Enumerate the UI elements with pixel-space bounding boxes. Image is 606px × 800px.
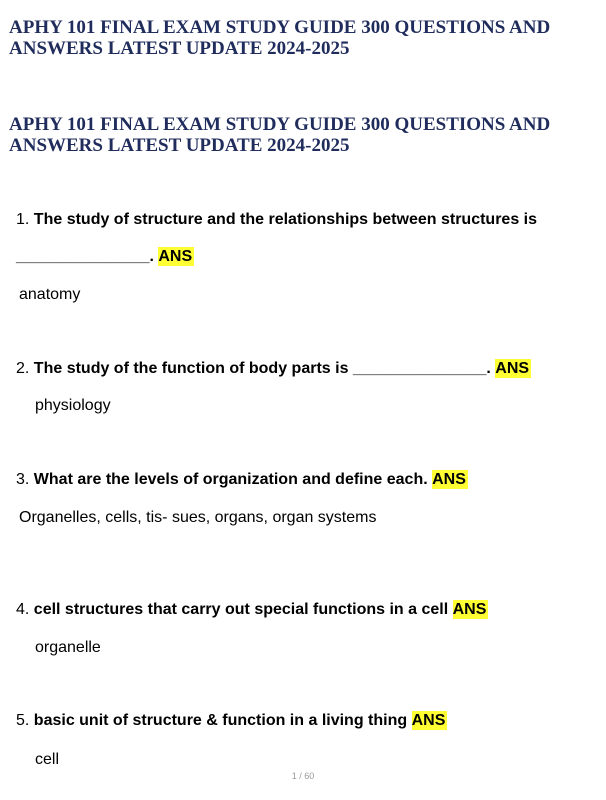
ans-label: ANS — [158, 248, 193, 265]
answer-2: physiology — [35, 397, 111, 414]
ans-label: ANS — [495, 360, 530, 377]
question-2 — [16, 360, 531, 378]
question-number: 5. — [16, 712, 30, 729]
ans-label: ANS — [432, 471, 466, 488]
question-3 — [16, 471, 468, 489]
ans-label: ANS — [411, 712, 446, 729]
question-text: The study of the function of body parts is _______________. — [33, 360, 491, 377]
question-text: The study of structure and the relationships between structures is — [33, 211, 538, 228]
question-text: basic unit of structure & function in a living thing — [33, 712, 408, 729]
question-blank: _______________. — [16, 248, 154, 265]
page-indicator: 1 / 60 — [291, 771, 315, 781]
question-5 — [16, 712, 447, 730]
ans-label: ANS — [452, 601, 487, 618]
answer-4: organelle — [35, 639, 101, 656]
question-text: cell structures that carry out special functions in a cell — [33, 601, 449, 618]
question-1 — [16, 211, 537, 229]
question-number: 2. — [16, 360, 30, 377]
question-4 — [16, 601, 488, 619]
question-number: 3. — [16, 471, 30, 488]
answer-5: cell — [35, 751, 60, 768]
question-text: What are the levels of organization and define each. — [33, 471, 428, 488]
answer-1: anatomy — [19, 286, 81, 303]
answer-3: Organelles, cells, tis- sues, organs, organ systems — [19, 509, 377, 526]
document-title-repeat: APHY 101 FINAL EXAM STUDY GUIDE 300 QUESTIONS AND ANSWERS LATEST UPDATE 2024-2025 — [9, 114, 551, 156]
question-number: 4. — [16, 601, 30, 618]
question-number: 1. — [16, 211, 30, 228]
document-title: APHY 101 FINAL EXAM STUDY GUIDE 300 QUESTIONS AND ANSWERS LATEST UPDATE 2024-2025 — [9, 17, 551, 59]
question-1-line-2 — [16, 248, 194, 266]
